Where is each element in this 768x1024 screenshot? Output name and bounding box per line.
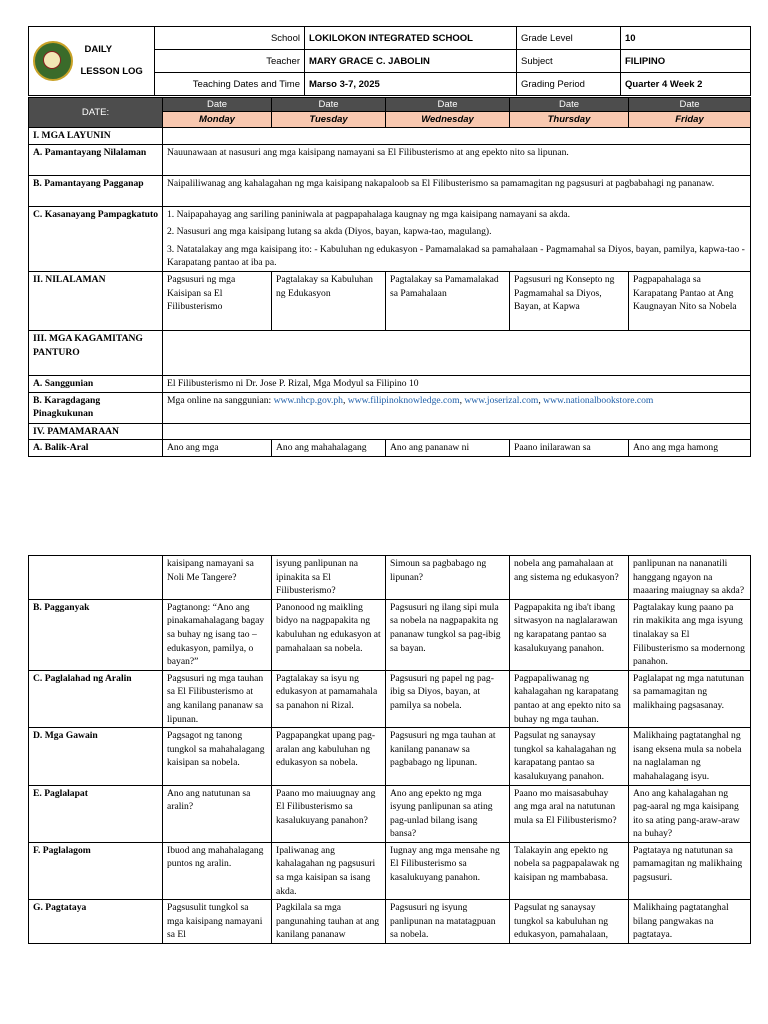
kasanayan-item-2: 2. Nasusuri ang mga kaisipang lutang sa akda (Diyos, bayan, kapwa-tao, magulang). <box>167 226 492 238</box>
paglalagom-day-2: Ipaliwanag ang kahalagahan ng pagsusuri sa mga kaisipan sa isang akda. <box>272 842 386 899</box>
pagganyak-day-5: Pagtalakay kung paano pa rin makikita ang mga isyung tinalakay sa El Filibusterismo sa modernong panahon. <box>629 599 751 670</box>
date-col-4: Date <box>510 98 629 112</box>
period-value: Quarter 4 Week 2 <box>621 73 751 96</box>
row-nilalaman <box>29 271 751 330</box>
school-logo-cell <box>29 27 77 96</box>
paglalapat-day-2: Paano mo maiuugnay ang El Filibusterismo sa kasalukuyang panahon? <box>272 785 386 842</box>
grade-value: 10 <box>621 27 751 50</box>
pagganyak-day-1: Pagtanong: “Ano ang pinakamahalagang bagay sa buhay ng isang tao – edukasyon, pamilya, o bayan?” <box>163 599 272 670</box>
paglalahad-day-4: Pagpapaliwanag ng kahalagahan ng karapatang pantao at ang epekto nito sa buhay ng mga tauhan. <box>510 670 629 727</box>
kasanayan-item-3: 3. Natatalakay ang mga kaisipang ito: - Kabuluhan ng edukasyon - Pamamalakad sa pamahalaan - Pagmamahal sa Diyos, bayan, pamilya, kapwa-tao - Karapatang pantao at iba pa. <box>167 243 745 269</box>
row-pamamaraan <box>29 423 751 440</box>
paglalagom-day-5: Pagtataya ng natutunan sa pamamagitan ng malikhaing pagsusuri. <box>629 842 751 899</box>
paglalapat-day-4: Paano mo maisasabuhay ang mga aral na natutunan mula sa El Filibusterismo? <box>510 785 629 842</box>
text-pamantayang-nilalaman: Nauunawaan at nasusuri ang mga kaisipang namayani sa El Filibusterismo at ang epekto nito sa lipunan. <box>163 144 751 175</box>
nilalaman-day-5: Pagpapahalaga sa Karapatang Pantao at Ang Kaugnayan Nito sa Nobela <box>629 271 751 330</box>
row-pagtataya <box>29 900 751 944</box>
day-tuesday: Tuesday <box>272 112 386 128</box>
gawain-day-3: Pagsusuri ng mga tauhan at kanilang pananaw sa pagbabago ng lipunan. <box>386 728 510 785</box>
subject-value: FILIPINO <box>621 50 751 73</box>
paglalahad-day-3: Pagsusuri ng papel ng pag-ibig sa Diyos, bayan, at pamilya sa nobela. <box>386 670 510 727</box>
grade-label: Grade Level <box>517 27 621 50</box>
link-filipinoknowledge[interactable]: www.filipinoknowledge.com <box>347 394 460 406</box>
lesson-table-page1 <box>28 97 751 457</box>
balik-aral-day-5: Ano ang mga hamong <box>629 440 751 457</box>
link-nhcp[interactable]: www.nhcp.gov.ph <box>273 394 343 406</box>
label-karagdagang-pinagkukunan: B. Karagdagang Pinagkukunan <box>29 392 163 423</box>
balik-aral-day-1: Ano ang mga <box>163 440 272 457</box>
pagtataya-day-5: Malikhaing pagtatanghal bilang pangwakas na pagtataya. <box>629 900 751 944</box>
gawain-day-2: Pagpapangkat upang pag-aralan ang kabuluhan ng edukasyon sa nobela. <box>272 728 386 785</box>
day-monday: Monday <box>163 112 272 128</box>
online-sources-prefix: Mga online na sanggunian: <box>167 394 274 406</box>
pagganyak-day-2: Panonood ng maikling bidyo na nagpapakita ng kabuluhan ng edukasyon at pamahalaan sa nobela. <box>272 599 386 670</box>
lesson-table-page2 <box>28 555 751 944</box>
dll-title <box>77 27 155 96</box>
header-table <box>28 26 751 96</box>
row-paglalapat <box>29 785 751 842</box>
row-pamantayang-pagganap <box>29 175 751 206</box>
link-nationalbookstore[interactable]: www.nationalbookstore.com <box>543 394 654 406</box>
link-joserizal[interactable]: www.joserizal.com <box>464 394 539 406</box>
label-pagganyak: B. Pagganyak <box>29 599 163 670</box>
text-karagdagang-pinagkukunan: Mga online na sanggunian: www.nhcp.gov.ph, www.filipinoknowledge.com, www.joserizal.com, www.nationalbookstore.com <box>163 392 751 423</box>
nilalaman-day-3: Pagtalakay sa Pamamalakad sa Pamahalaan <box>386 271 510 330</box>
date-col-5: Date <box>629 98 751 112</box>
paglalahad-day-5: Paglalapat ng mga natutunan sa pamamagitan ng malikhaing pagsasanay. <box>629 670 751 727</box>
school-seal-icon <box>33 41 73 81</box>
row-paglalahad <box>29 670 751 727</box>
paglalapat-day-1: Ano ang natutunan sa aralin? <box>163 785 272 842</box>
balik-aral-day-4: Paano inilarawan sa <box>510 440 629 457</box>
dates-label: Teaching Dates and Time <box>155 73 305 96</box>
section-layunin: I. MGA LAYUNIN <box>29 128 163 145</box>
label-kasanayang-pampagkatuto: C. Kasanayang Pampagkatuto <box>29 206 163 271</box>
row-kasanayang-pampagkatuto <box>29 206 751 271</box>
paglalagom-day-3: Iugnay ang mga mensahe ng El Filibusterismo sa kasalukuyang panahon. <box>386 842 510 899</box>
date-col-2: Date <box>272 98 386 112</box>
day-wednesday: Wednesday <box>386 112 510 128</box>
paglalapat-day-3: Ano ang epekto ng mga isyung panlipunan sa ating pag-unlad bilang isang bansa? <box>386 785 510 842</box>
date-col-3: Date <box>386 98 510 112</box>
nilalaman-day-1: Pagsusuri ng mga Kaisipan sa El Filibusterismo <box>163 271 272 330</box>
balik-cont-day-2: isyung panlipunan na ipinakita sa El Filibusterismo? <box>272 556 386 600</box>
pagganyak-day-4: Pagpapakita ng iba't ibang sitwasyon na naglalarawan ng karapatang pantao sa kasalukuyang panahon. <box>510 599 629 670</box>
paglalagom-day-1: Ibuod ang mahahalagang puntos ng aralin. <box>163 842 272 899</box>
label-pamantayang-nilalaman: A. Pamantayang Nilalaman <box>29 144 163 175</box>
section-nilalaman: II. NILALAMAN <box>29 271 163 330</box>
paglalahad-day-2: Pagtalakay sa isyu ng edukasyon at pamamahala sa panahon ni Rizal. <box>272 670 386 727</box>
period-label: Grading Period <box>517 73 621 96</box>
label-mga-gawain: D. Mga Gawain <box>29 728 163 785</box>
teacher-label: Teacher <box>155 50 305 73</box>
row-paglalagom <box>29 842 751 899</box>
gawain-day-5: Malikhaing pagtatanghal ng isang eksena mula sa nobela na naglalaman ng mahahalagang isyu. <box>629 728 751 785</box>
balik-aral-cont-label <box>29 556 163 600</box>
title-lesson-log: LESSON LOG <box>80 66 143 77</box>
paglalahad-day-1: Pagsusuri ng mga tauhan sa El Filibusterismo at ang kanilang pananaw sa lipunan. <box>163 670 272 727</box>
balik-cont-day-3: Simoun sa pagbabago ng lipunan? <box>386 556 510 600</box>
row-pamantayang-nilalaman <box>29 144 751 175</box>
label-paglalahad: C. Paglalahad ng Aralin <box>29 670 163 727</box>
row-karagdagang-pinagkukunan <box>29 392 751 423</box>
row-balik-aral <box>29 440 751 457</box>
pagganyak-day-3: Pagsusuri ng ilang sipi mula sa nobela na nagpapakita ng pananaw tungkol sa pag-ibig sa bayan. <box>386 599 510 670</box>
balik-aral-day-2: Ano ang mahahalagang <box>272 440 386 457</box>
nilalaman-day-4: Pagsusuri ng Konsepto ng Pagmamahal sa Diyos, Bayan, at Kapwa <box>510 271 629 330</box>
balik-cont-day-4: nobela ang pamahalaan at ang sistema ng edukasyon? <box>510 556 629 600</box>
row-mga-gawain <box>29 728 751 785</box>
title-daily: DAILY <box>84 44 113 55</box>
gawain-day-4: Pagsulat ng sanaysay tungkol sa kahalagahan ng karapatang pantao sa kasalukuyang panahon. <box>510 728 629 785</box>
gawain-day-1: Pagsagot ng tanong tungkol sa mahahalagang kaisipan sa nobela. <box>163 728 272 785</box>
row-layunin <box>29 128 751 145</box>
label-paglalapat: E. Paglalapat <box>29 785 163 842</box>
pagtataya-day-1: Pagsusulit tungkol sa mga kaisipang namayani sa El <box>163 900 272 944</box>
balik-cont-day-1: kaisipang namayani sa Noli Me Tangere? <box>163 556 272 600</box>
paglalapat-day-5: Ano ang kahalagahan ng pag-aaral ng mga kaisipang ito sa ating pang-araw-araw na buhay? <box>629 785 751 842</box>
row-kagamitan <box>29 330 751 375</box>
pagtataya-day-2: Pagkilala sa mga pangunahing tauhan at ang kanilang pananaw <box>272 900 386 944</box>
school-value: LOKILOKON INTEGRATED SCHOOL <box>305 27 517 50</box>
school-label: School <box>155 27 305 50</box>
section-kagamitan: III. MGA KAGAMITANG PANTURO <box>29 330 163 375</box>
date-header-label: DATE: <box>29 98 163 128</box>
kagamitan-blank <box>163 330 751 375</box>
text-kasanayang-pampagkatuto <box>163 206 751 271</box>
teacher-value: MARY GRACE C. JABOLIN <box>305 50 517 73</box>
pagtataya-day-3: Pagsusuri ng isyung panlipunan na matatagpuan sa nobela. <box>386 900 510 944</box>
day-friday: Friday <box>629 112 751 128</box>
label-pagtataya: G. Pagtataya <box>29 900 163 944</box>
layunin-blank <box>163 128 751 145</box>
kasanayan-item-1: 1. Naipapahayag ang sariling paniniwala at pagpapahalaga kaugnay ng mga kaisipang namayani sa akda. <box>167 208 571 220</box>
label-pamantayang-pagganap: B. Pamantayang Pagganap <box>29 175 163 206</box>
label-sanggunian: A. Sanggunian <box>29 375 163 392</box>
dates-value: Marso 3-7, 2025 <box>305 73 517 96</box>
nilalaman-day-2: Pagtalakay sa Kabuluhan ng Edukasyon <box>272 271 386 330</box>
text-sanggunian: El Filibusterismo ni Dr. Jose P. Rizal, Mga Modyul sa Filipino 10 <box>163 375 751 392</box>
date-col-1: Date <box>163 98 272 112</box>
row-balik-aral-cont <box>29 556 751 600</box>
pamamaraan-blank <box>163 423 751 440</box>
balik-cont-day-5: panlipunan na nananatili hanggang ngayon na maaaring maiugnay sa akda? <box>629 556 751 600</box>
section-pamamaraan: IV. PAMAMARAAN <box>29 423 163 440</box>
pagtataya-day-4: Pagsulat ng sanaysay tungkol sa kabuluhan ng edukasyon, pamahalaan, <box>510 900 629 944</box>
row-sanggunian <box>29 375 751 392</box>
text-pamantayang-pagganap: Naipaliliwanag ang kahalagahan ng mga kaisipang nakapaloob sa El Filibusterismo sa pamamagitan ng pagsusuri at pagbabahagi ng pananaw. <box>163 175 751 206</box>
subject-label: Subject <box>517 50 621 73</box>
label-paglalagom: F. Paglalagom <box>29 842 163 899</box>
row-pagganyak <box>29 599 751 670</box>
label-balik-aral: A. Balik-Aral <box>29 440 163 457</box>
balik-aral-day-3: Ano ang pananaw ni <box>386 440 510 457</box>
paglalagom-day-4: Talakayin ang epekto ng nobela sa pagpapalawak ng kaisipan ng mambabasa. <box>510 842 629 899</box>
day-thursday: Thursday <box>510 112 629 128</box>
